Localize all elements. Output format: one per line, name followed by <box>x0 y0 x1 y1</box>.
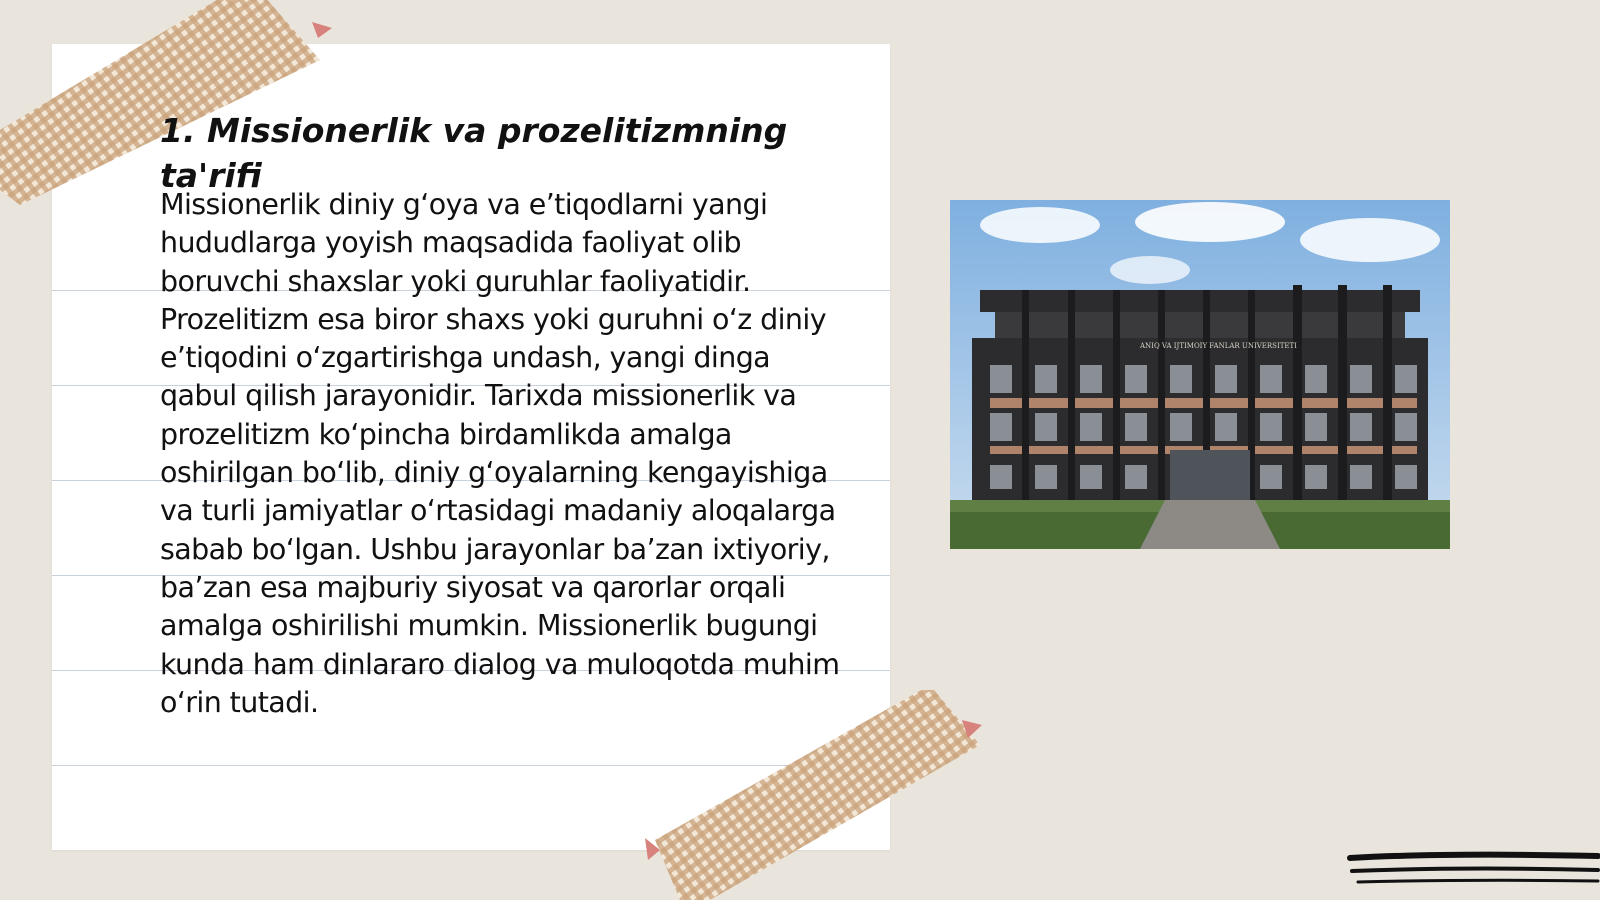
slide-body-text: Missionerlik diniy g‘oya va e’tiqodlarni yangi hududlarga yoyish maqsadida faoliyat olib boruvchi shaxslar yoki guruhlar faoliyatidir. Prozelitizm esa biror shaxs yoki guruhni o‘z diniy e’tiqodini o‘zgartirishga undash, yangi dinga qabul qilish jarayonidir. Tarixda missionerlik va prozelitizm ko‘pincha birdamlikda amalga oshirilgan bo‘lib, diniy g‘oyalarning kengayishiga va turli jamiyatlar o‘rtasidagi madaniy aloqalarga sabab bo‘lgan. Ushbu jarayonlar ba’zan ixtiyoriy, ba’zan esa majburiy siyosat va qarorlar orqali amalga oshirilishi mumkin. Missionerlik bugungi kunda ham dinlararo dialog va muloqotda muhim o‘rin tutadi. <box>160 188 840 719</box>
university-building-photo <box>950 200 1450 549</box>
ink-strokes-decoration <box>1340 846 1600 896</box>
building-sign: ANIQ VA IJTIMOIY FANLAR UNIVERSITETI <box>1140 342 1297 350</box>
slide-title: 1. Missionerlik va prozelitizmning ta'rifi <box>160 111 788 195</box>
